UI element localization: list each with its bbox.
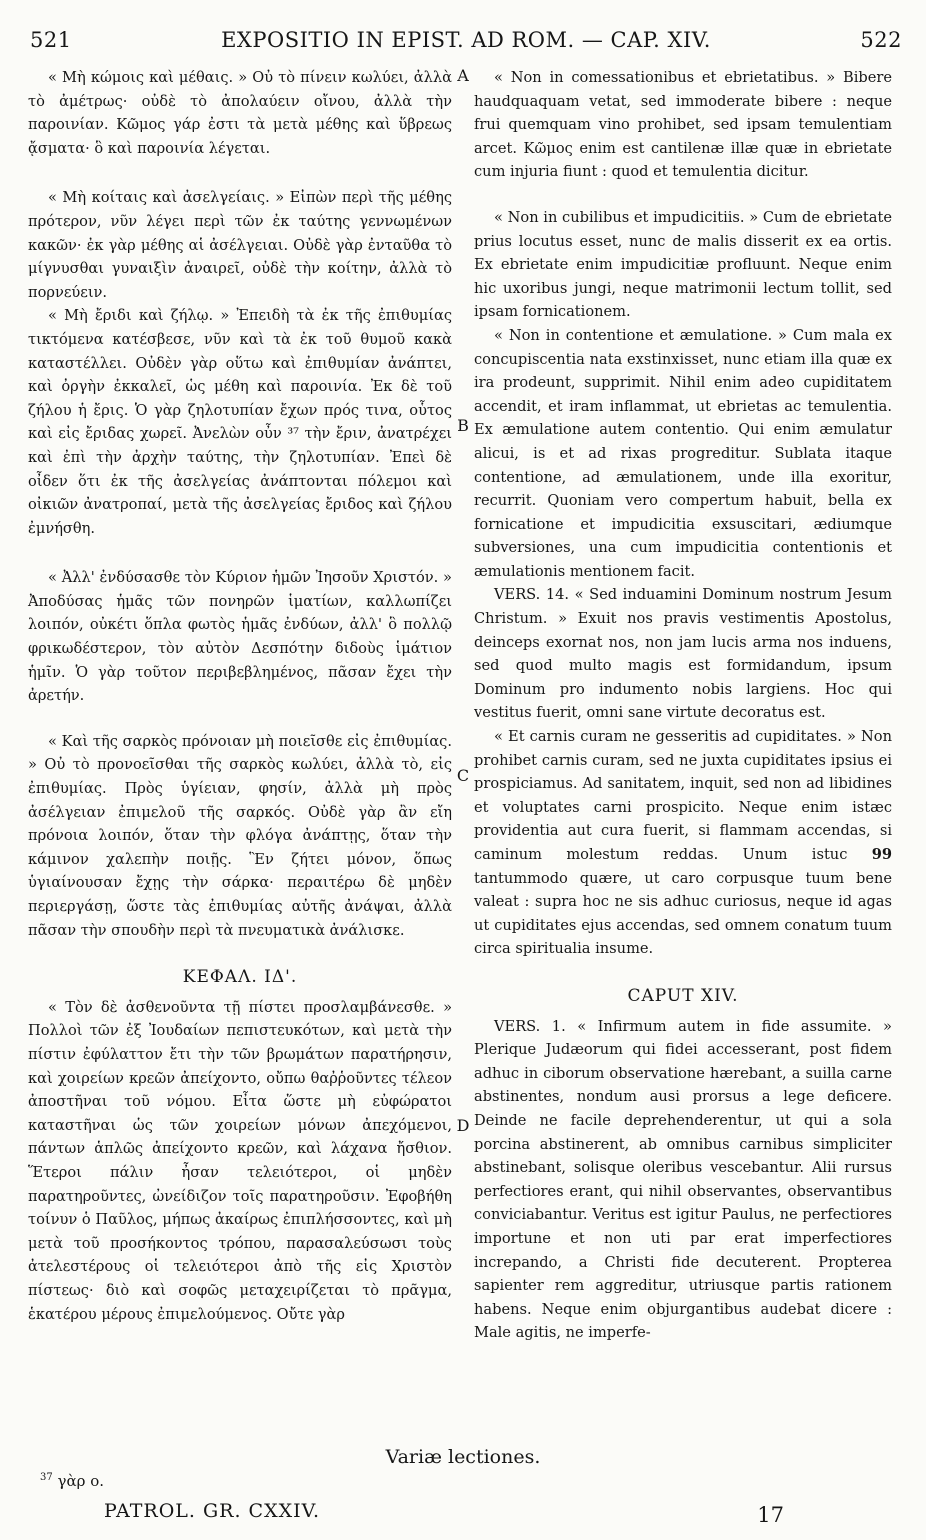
page-number-left: 521 xyxy=(30,28,72,52)
column-marker: 99 xyxy=(871,846,893,863)
latin-paragraph-3: « Non in contentione et æmulatione. » Cum mala ex concupiscentia nata exstinxisset, nunc etiam illa quæ ex ira prodeunt, supprimit. Nihil enim adeo cupiditatem accendit, et iram inflammat, ut ebrietas ac temulentia. Ex æmulatione autem contentio. Qui enim æmulatur alicui, is et ad rixas progreditur. Sublata itaque contentione, ad æmulationem, unde illa exoritur, recurrit. Quoniam vero compertum habuit, bella ex fornicatione et impudicitia exsuscitari, ædiumque subversiones, una cum impudicitia contentionis et æmulationis mentionem facit. xyxy=(474,326,892,580)
greek-paragraph-1: « Μὴ κώμοις καὶ μέθαις. » Οὐ τὸ πίνειν κωλύει, ἀλλὰ τὸ ἀμέτρως· οὐδὲ τὸ ἀπολαύειν οἴνου, ἀλλὰ τὴν παροινίαν. Κῶμος γάρ ἐστι τὰ μετὰ μέθης καὶ ὕβρεως ᾄσματα· ὃ καὶ παροινία λέγεται. xyxy=(28,69,452,157)
latin-chapter-heading: CAPUT XIV. xyxy=(627,985,739,1006)
running-title: EXPOSITIO IN EPIST. AD ROM. — CAP. XIV. xyxy=(221,28,711,52)
greek-paragraph-5: « Καὶ τῆς σαρκὸς πρόνοιαν μὴ ποιεῖσθε εἰς ἐπιθυμίας. » Οὐ τὸ προνοεῖσθαι τῆς σαρκὸς κωλύει, ἀλλὰ τὸ, εἰς ἐπιθυμίας. Πρὸς ὑγίειαν, φησίν, ἀλλὰ μὴ πρὸς ἀσέλγειαν ἐπιμελοῦ τῆς σαρκός. Οὐδὲ γὰρ ἂν εἴη πρόνοια λοιπόν, ὅταν τὴν φλόγα ἀνάπτῃς, ὅταν τὴν κάμινον χαλεπὴν ποιῇς. Ἓν ζήτει μόνον, ὅπως ὑγιαίνουσαν ἔχῃς τὴν σάρκα· περαιτέρω δὲ μηδὲν περιεργάσῃ, ὥστε τὰς ἐπιθυμίας αὐτῆς ἀνάψαι, ἀλλὰ πᾶσαν τὴν σπουδὴν περὶ τὰ πνευματικὰ ἀνάλισκε. xyxy=(28,732,452,939)
greek-paragraph-2: « Μὴ κοίταις καὶ ἀσελγείαις. » Εἰπὼν περὶ τῆς μέθης πρότερον, νῦν λέγει περὶ τῶν ἐκ ταύτης γεννωμένων κακῶν· ἐκ γὰρ μέθης αἱ ἀσέλγειαι. Οὐδὲ γὰρ ἐνταῦθα τὸ μίγνυσθαι γυναιξὶν ἀναιρεῖ, οὐδὲ τὴν κοίτην, ἀλλὰ τὸ πορνεύειν. xyxy=(28,189,452,301)
latin-paragraph-6: VERS. 1. « Infirmum autem in fide assumite. » Plerique Judæorum qui fidei accesserant, post fidem adhuc in ciborum observatione hærebant, a suilla carne abstinentes, nondum ausi prorsus a lege deficere. Deinde ne facile deprehenderentur, ut qui a sola porcina abstinerent, ab omnibus carnibus simpliciter abstinebant, solisque oleribus vescebantur. Alii rursus perfectiores erant, qui nihil observantes, observantibus conviciabantur. Veritus est igitur Paulus, ne perfectiores importune et non uti par erat imperfectiores increpando, a Christi fide decuterent. Propterea sapienter rem aggreditur, utriusque partis rationem habens. Neque enim objurgantibus audebat dicere : Male agitis, ne imperfe- xyxy=(474,1017,892,1342)
latin-paragraph-2: « Non in cubilibus et impudicitiis. » Cum de ebrietate prius locutus esset, nunc de malis disserit ex ea ortis. Ex ebrietate enim impudicitiæ profluunt. Neque enim hic uxoribus jungi, neque matrimonii lectum tollit, sed ipsam fornicationem. xyxy=(474,208,892,321)
variant-note-text: γὰρ ο. xyxy=(57,1472,104,1490)
page-number-right: 522 xyxy=(860,28,902,52)
greek-paragraph-3: « Μὴ ἔριδι καὶ ζήλῳ. » Ἐπειδὴ τὰ ἐκ τῆς ἐπιθυμίας τικτόμενα κατέσβεσε, νῦν καὶ τὰ ἐκ τοῦ θυμοῦ κακὰ καταστέλλει. Οὐδὲν γὰρ οὕτω καὶ ἐπιθυμίαν ἀνάπτει, καὶ ὀργὴν ἐκκαλεῖ, ὡς μέθη καὶ παροινία. Ἐκ δὲ τοῦ ζήλου ἡ ἔρις. Ὁ γὰρ ζηλοτυπίαν ἔχων πρός τινα, οὗτος καὶ εἰς ἔριδας χωρεῖ. Ἀνελὼν οὖν ³⁷ τὴν ἔριν, ἀνατρέχει καὶ ἐπὶ τὴν ἀρχὴν ταύτης, τὴν ζηλοτυπίαν. Ἐπεὶ δὲ οἶδεν ὅτι ἐκ τῆς ἀσελγείας ἀνάπτονται πόλεμοι καὶ οἰκιῶν ἀνατροπαί, μετὰ τῆς ἀσελγείας ἔριδος καὶ ζήλου ἐμνήσθη. xyxy=(28,307,452,537)
latin-paragraph-4: VERS. 14. « Sed induamini Dominum nostrum Jesum Christum. » Exuit nos pravis vestimentis Apostolus, deinceps exornat nos, non jam lucis arma nos induens, sed quod multo magis est formidandum, ipsum Dominum pro indumento nobis largiens. Hoc qui vestitus fuerit, omni sane virtute decoratus est. xyxy=(474,586,892,722)
variant-note xyxy=(40,1472,104,1490)
latin-paragraph-5-start: « Et carnis curam ne gesseritis ad cupiditates. » Non prohibet carnis curam, sed ne juxta cupiditates ipsius ei prospiciamus. Ad sanitatem, inquit, sed non ad libidines et voluptates carni prospicito. Neque enim istæc providentia aut cura fuerit, si flammam accendas, si caminum molestum reddas. Unum istuc xyxy=(474,728,892,863)
signature-number: 17 xyxy=(757,1503,784,1527)
page-header xyxy=(30,28,902,58)
margin-letter-c: C xyxy=(456,766,470,785)
variae-lectiones-heading: Variæ lectiones. xyxy=(385,1446,541,1468)
margin-letter-d: D xyxy=(456,1116,470,1135)
latin-paragraph-1: « Non in comessationibus et ebrietatibus. » Bibere haudquaquam vetat, sed immoderate bibere : neque frui quemquam vino prohibet, sed ipsam temulentiam arcet. Κῶμος enim est cantilenæ illæ quæ in ebrietate cum injuria fiunt : quod et temulentia dicitur. xyxy=(474,69,892,181)
greek-column xyxy=(28,66,452,1436)
latin-paragraph-5-end: tantummodo quære, ut caro corpusque tuum bene valeat : supra hoc ne sis adhuc curiosus, neque id agas ut cupiditates ejus accendas, sed omnem conatum tuum circa spiritualia insume. xyxy=(474,869,892,958)
greek-paragraph-6: « Τὸν δὲ ἀσθενοῦντα τῇ πίστει προσλαμβάνεσθε. » Πολλοὶ τῶν ἐξ Ἰουδαίων πεπιστευκότων, καὶ μετὰ τὴν πίστιν ἐφύλαττον ἔτι τὴν τῶν βρωμάτων παρατήρησιν, καὶ χοιρείων κρεῶν ἀπείχοντο, οὔπω θαῤῥοῦντες τέλεον ἀποστῆναι τοῦ νόμου. Εἶτα ὥστε μὴ εὐφώρατοι καταστῆναι ὡς τῶν χοιρείων μόνων ἀπεχόμενοι, πάντων ἁπλῶς ἀπείχοντο κρεῶν, καὶ λάχανα ἤσθιον. Ἕτεροι πάλιν ἦσαν τελειότεροι, οἱ μηδὲν παρατηροῦντες, ὠνείδιζον τοῖς παρατηροῦσιν. Ἐφοβήθη τοίνυν ὁ Παῦλος, μήπως ἀκαίρως ἐπιπλήσσοντες, καὶ μὴ μετὰ τοῦ προσήκοντος τρόπου, παρασαλεύσωσι τοὺς ἀτελεστέρους οἱ τελειότεροι ἀπὸ τῆς εἰς Χριστὸν πίστεως· διὸ καὶ σοφῶς μεταχειρίζεται τὸ πρᾶγμα, ἑκατέρου μέρους ἐπιμελούμενος. Οὔτε γὰρ xyxy=(28,998,452,1323)
margin-letter-a: A xyxy=(457,66,469,85)
greek-chapter-heading: ΚΕΦΑΛ. ΙΔ'. xyxy=(182,967,298,988)
signature-line: PATROL. GR. CXXIV. xyxy=(104,1500,321,1522)
margin-letter-b: B xyxy=(457,416,469,435)
latin-paragraph-5 xyxy=(474,725,892,961)
variant-note-number: 37 xyxy=(40,1472,53,1483)
greek-paragraph-4: « Ἀλλ' ἐνδύσασθε τὸν Κύριον ἡμῶν Ἰησοῦν Χριστόν. » Ἀποδύσας ἡμᾶς τῶν πονηρῶν ἱματίων, καλλωπίζει λοιπόν, οὐκέτι ὅπλα φωτὸς ἡμᾶς ἐνδύων, ἀλλ' ὃ πολλῷ φρικωδέστερον, τὸν αὐτὸν Δεσπότην διδοὺς ἱμάτιον ἡμῖν. Ὁ γὰρ τοῦτον περιβεβλημένος, πᾶσαν ἔχει τὴν ἀρετήν. xyxy=(28,569,452,705)
latin-column xyxy=(474,66,892,1436)
